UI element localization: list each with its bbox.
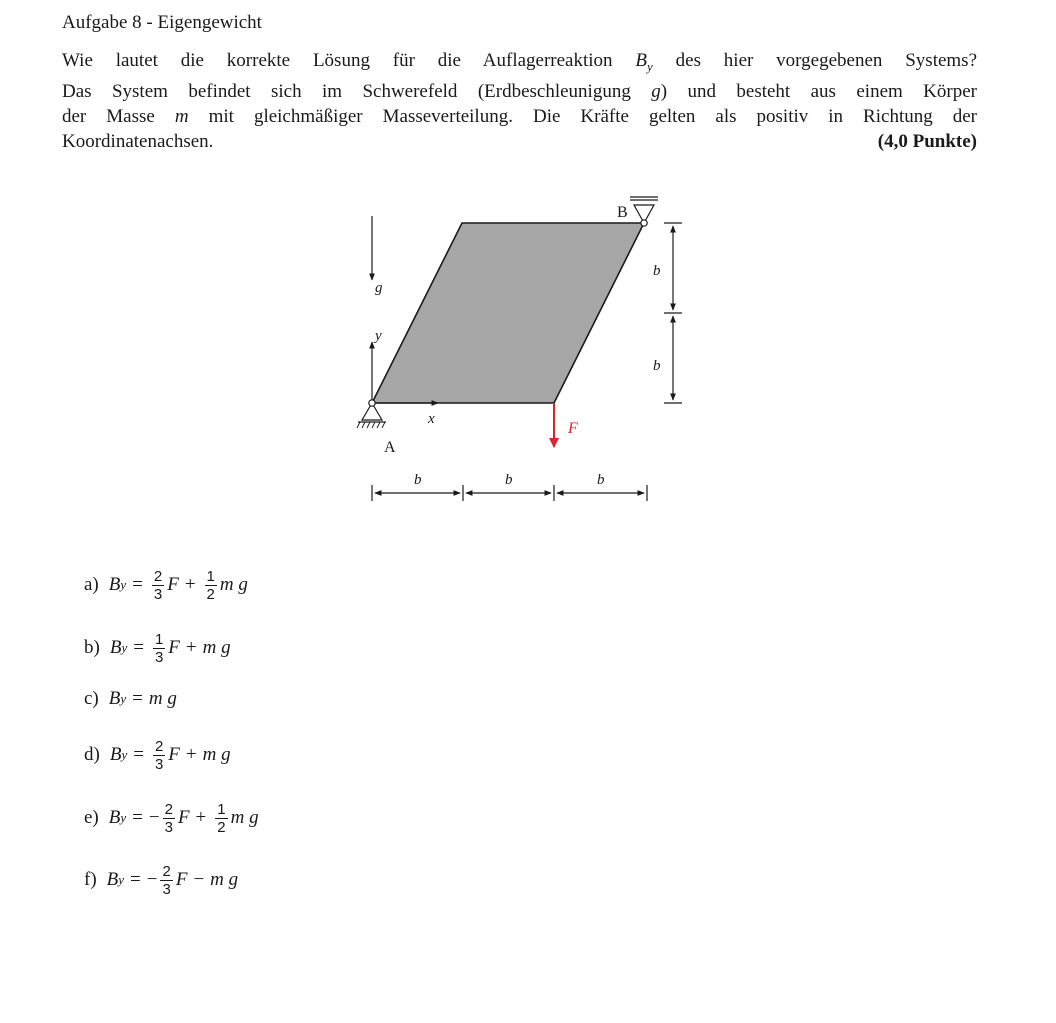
line1-text-b: des hier vorgegebenen Systems? bbox=[675, 50, 978, 71]
equals-sign: = bbox=[130, 869, 141, 890]
option-label: c) bbox=[84, 688, 99, 709]
lhs-B: B bbox=[108, 574, 121, 595]
line2-text-b: ) und besteht aus einem Körper bbox=[660, 81, 977, 102]
description-line-4 bbox=[62, 129, 977, 154]
lhs-B: B bbox=[106, 869, 119, 890]
dim-b-horizontal-2: b bbox=[505, 472, 513, 488]
fraction-2 bbox=[215, 801, 227, 836]
lhs-sub: y bbox=[120, 691, 127, 706]
option-label: f) bbox=[84, 869, 97, 890]
x-axis-label: x bbox=[428, 411, 435, 427]
operator: + bbox=[185, 637, 197, 658]
lhs-sub: y bbox=[120, 577, 127, 592]
rigid-body bbox=[372, 223, 644, 403]
term-F: F bbox=[175, 869, 188, 890]
term-mg: m g bbox=[230, 807, 259, 828]
numerator: 1 bbox=[217, 800, 226, 818]
lhs-sub: y bbox=[121, 747, 128, 762]
answer-option-c[interactable] bbox=[84, 674, 177, 724]
force-F-label: F bbox=[568, 420, 578, 437]
description-line-1 bbox=[62, 48, 977, 79]
gravity-label: g bbox=[375, 280, 383, 296]
minus-sign: − bbox=[148, 807, 160, 828]
term-mg: m g bbox=[219, 574, 248, 595]
equals-sign: = bbox=[133, 637, 144, 658]
symbol-g: g bbox=[651, 81, 661, 102]
line1-text-a: Wie lautet die korrekte Lösung für die Auflagerreaktion bbox=[62, 50, 613, 71]
numerator: 2 bbox=[164, 800, 173, 818]
line4-text: Koordinatenachsen. bbox=[62, 131, 214, 152]
term-F: F bbox=[168, 744, 180, 765]
term-mg: m g bbox=[210, 869, 239, 890]
numerator: 2 bbox=[153, 567, 163, 585]
task-number: Aufgabe 8 bbox=[62, 12, 142, 33]
symbol-y-sub: y bbox=[647, 59, 653, 74]
points-label: (4,0 Punkte) bbox=[877, 131, 977, 152]
symbol-m: m bbox=[174, 106, 189, 127]
numerator: 2 bbox=[154, 737, 164, 755]
task-topic: Eigengewicht bbox=[157, 12, 262, 33]
denominator: 3 bbox=[164, 818, 173, 836]
option-label: a) bbox=[84, 574, 99, 595]
dim-b-vertical-2: b bbox=[653, 358, 661, 374]
minus-sign: − bbox=[146, 869, 158, 890]
denominator: 3 bbox=[153, 585, 163, 603]
numerator: 2 bbox=[162, 862, 171, 880]
lhs-sub: y bbox=[118, 872, 125, 887]
lhs-sub: y bbox=[120, 810, 127, 825]
task-title bbox=[62, 10, 262, 36]
fraction-1 bbox=[153, 738, 165, 773]
equals-sign: = bbox=[132, 688, 143, 709]
y-axis-label: y bbox=[375, 328, 382, 344]
answer-option-d[interactable] bbox=[84, 730, 231, 780]
line3-text-b: mit gleichmäßiger Masseverteilung. Die Kräfte gelten als positiv in Richtung der bbox=[208, 106, 977, 127]
term-mg: m g bbox=[202, 637, 231, 658]
task-description bbox=[62, 48, 977, 154]
description-line-3 bbox=[62, 104, 977, 129]
line3-text-a: der Masse bbox=[62, 106, 155, 127]
symbol-B: B bbox=[635, 50, 648, 71]
line2-text-a: Das System befindet sich im Schwerefeld (Erdbeschleunigung bbox=[62, 81, 631, 102]
option-label: e) bbox=[84, 807, 99, 828]
dim-b-vertical-1: b bbox=[653, 263, 661, 279]
equals-sign: = bbox=[132, 574, 143, 595]
answer-option-f[interactable] bbox=[84, 855, 238, 905]
term-F: F bbox=[177, 807, 190, 828]
lhs-B: B bbox=[108, 688, 121, 709]
denominator: 3 bbox=[154, 755, 164, 773]
lhs-sub: y bbox=[121, 640, 128, 655]
mechanics-figure bbox=[340, 190, 700, 520]
denominator: 3 bbox=[154, 648, 164, 666]
term-mg: m g bbox=[202, 744, 231, 765]
answer-option-e[interactable] bbox=[84, 793, 259, 843]
denominator: 3 bbox=[162, 880, 171, 898]
denominator: 2 bbox=[206, 585, 215, 603]
support-B bbox=[630, 197, 658, 226]
term-F: F bbox=[168, 637, 180, 658]
dim-b-horizontal-3: b bbox=[597, 472, 605, 488]
support-A-label: A bbox=[384, 439, 396, 456]
support-B-label: B bbox=[617, 204, 628, 221]
option-label: b) bbox=[84, 637, 100, 658]
operator: + bbox=[185, 744, 197, 765]
numerator: 1 bbox=[154, 630, 164, 648]
title-separator: - bbox=[141, 12, 158, 33]
option-label: d) bbox=[84, 744, 100, 765]
equals-sign: = bbox=[133, 744, 144, 765]
denominator: 2 bbox=[217, 818, 226, 836]
term-F: F bbox=[167, 574, 179, 595]
numerator: 1 bbox=[206, 567, 215, 585]
answer-option-b[interactable] bbox=[84, 623, 231, 673]
term-mg: m g bbox=[148, 688, 177, 709]
description-line-2 bbox=[62, 79, 977, 104]
lhs-B: B bbox=[108, 807, 121, 828]
dim-b-horizontal-1: b bbox=[414, 472, 422, 488]
vertical-dimension bbox=[664, 223, 682, 403]
fraction-1 bbox=[152, 568, 164, 603]
answer-option-a[interactable] bbox=[84, 560, 248, 610]
operator: + bbox=[184, 574, 196, 595]
fraction-2 bbox=[205, 568, 217, 603]
fraction-1 bbox=[153, 631, 165, 666]
fraction-1 bbox=[163, 801, 175, 836]
lhs-B: B bbox=[109, 744, 122, 765]
operator: − bbox=[193, 869, 205, 890]
support-A bbox=[357, 400, 386, 428]
fraction-1 bbox=[160, 863, 172, 898]
lhs-B: B bbox=[109, 637, 122, 658]
operator: + bbox=[195, 807, 207, 828]
equals-sign: = bbox=[132, 807, 143, 828]
